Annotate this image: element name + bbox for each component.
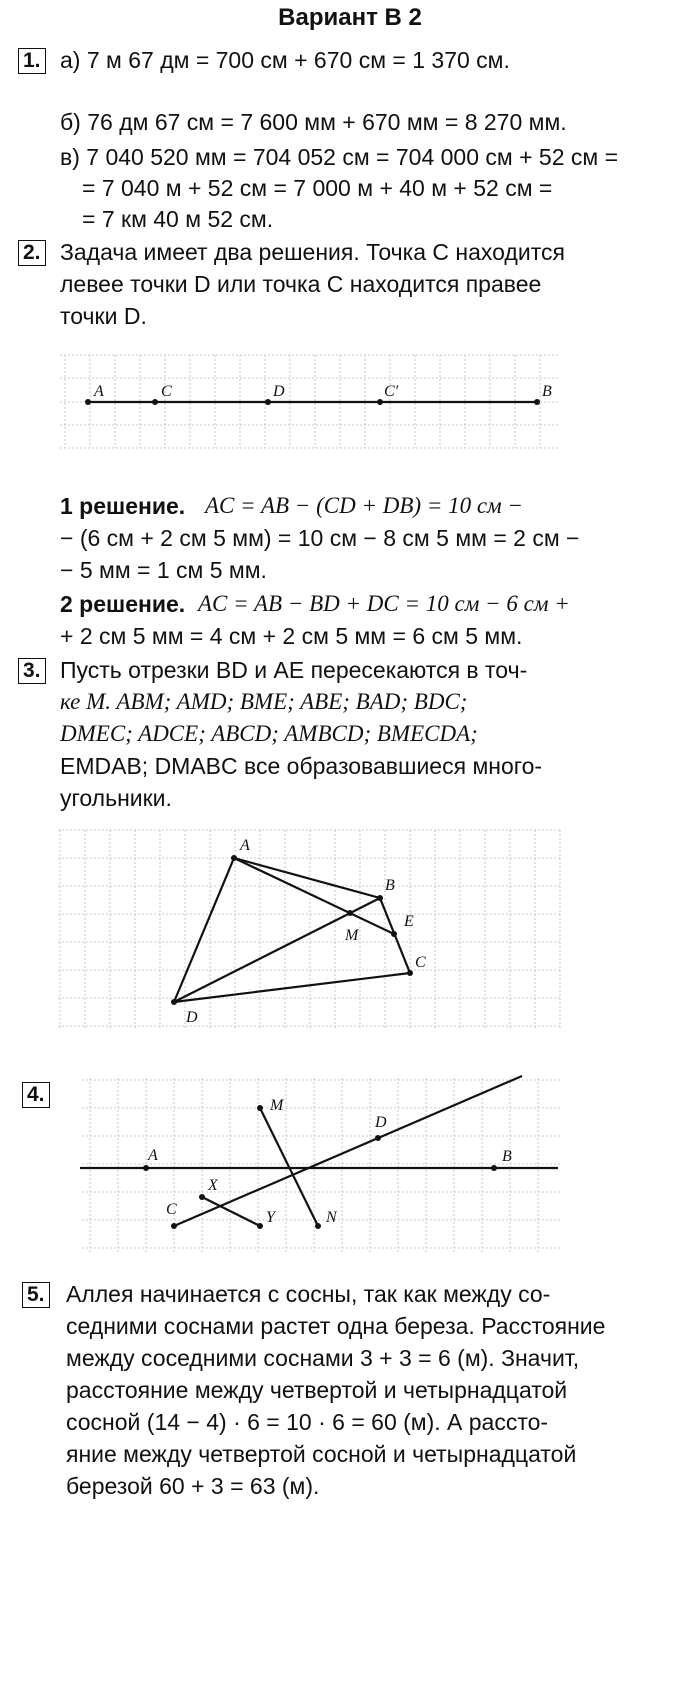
problem-5-number: 5. — [22, 1282, 50, 1308]
label-e: E — [404, 913, 414, 930]
label-c: C — [161, 383, 172, 400]
problem-3-line5: угольники. — [60, 785, 172, 811]
label-d: D — [273, 383, 285, 400]
problem-2-number: 2. — [18, 240, 46, 266]
problem-5-line1: Аллея начинается с сосны, так как между со- — [66, 1281, 551, 1307]
problem-3-number: 3. — [18, 658, 46, 684]
solution-2-heading: 2 решение. — [60, 591, 186, 617]
problem-1-part-b: б) 76 дм 67 см = 7 600 мм + 670 мм = 8 270 мм. — [60, 109, 567, 135]
problem-2-line1: Задача имеет два решения. Точка C находится — [60, 239, 565, 265]
point-d — [265, 399, 271, 405]
label-b: B — [385, 877, 395, 894]
point-d — [375, 1135, 381, 1141]
point-a — [85, 399, 91, 405]
point-d — [171, 999, 177, 1005]
side-da — [174, 858, 234, 1002]
problem-4-number: 4. — [22, 1082, 50, 1108]
point-c — [152, 399, 158, 405]
solution-2-line1: AC = AB − BD + DC = 10 см − 6 см + — [198, 591, 570, 616]
solution-1-line3: − 5 мм = 1 см 5 мм. — [60, 557, 267, 583]
label-d: D — [186, 1009, 198, 1026]
grid-4 — [82, 1078, 560, 1252]
label-x: X — [208, 1177, 218, 1194]
label-c: C — [415, 954, 426, 971]
side-cd — [174, 973, 410, 1002]
label-a: A — [94, 383, 104, 400]
grid-2 — [60, 355, 560, 448]
label-m: M — [270, 1097, 284, 1114]
problem-5-line4: расстояние между четвертой и четырнадцатой — [66, 1377, 568, 1403]
point-a — [143, 1165, 149, 1171]
problem-5-line3: между соседними соснами 3 + 3 = 6 (м). Значит, — [66, 1345, 580, 1371]
problem-3-line1: Пусть отрезки BD и AE пересекаются в точ- — [60, 657, 528, 683]
ray-cd — [174, 1076, 522, 1226]
solution-1-line1: AC = AB − (CD + DB) = 10 см − — [205, 493, 523, 518]
label-a: A — [148, 1147, 158, 1164]
point-x — [199, 1194, 205, 1200]
solution-1-line2: − (6 см + 2 см 5 мм) = 10 см − 8 см 5 мм = 2 см − — [60, 525, 580, 551]
point-a — [231, 855, 237, 861]
solution-2-line2: + 2 см 5 мм = 4 см + 2 см 5 мм = 6 см 5 мм. — [60, 623, 523, 649]
label-m: M — [345, 927, 359, 944]
problem-1-number: 1. — [18, 48, 46, 74]
problem-3-line3: DMEC; ADCE; ABCD; AMBCD; BMECDA; — [60, 721, 478, 746]
label-d: D — [375, 1114, 387, 1131]
point-m — [347, 910, 353, 916]
label-n: N — [326, 1209, 337, 1226]
segment-xy — [202, 1197, 260, 1226]
problem-5-line6: яние между четвертой сосной и четырнадцатой — [66, 1441, 577, 1467]
problem-2-line3: точки D. — [60, 303, 147, 329]
grid-3 — [58, 830, 560, 1030]
problem-1-part-c-line3: = 7 км 40 м 52 см. — [82, 206, 274, 232]
point-b — [534, 399, 540, 405]
problem-3-line2: ке M. ABM; AMD; BME; ABE; BAD; BDC; — [60, 689, 468, 714]
point-y — [257, 1223, 263, 1229]
point-b — [491, 1165, 497, 1171]
problem-1-part-a: а) 7 м 67 дм = 700 см + 670 см = 1 370 см. — [60, 47, 510, 73]
problem-2-line2: левее точки D или точка C находится правее — [60, 271, 542, 297]
solution-1-heading: 1 решение. — [60, 493, 186, 519]
label-c: C — [166, 1201, 177, 1218]
problem-5-line2: седними соснами растет одна береза. Расстояние — [66, 1313, 606, 1339]
problem-3-line4: EMDAB; DMABC все образовавшиеся много- — [60, 753, 543, 779]
problem-5-line5: сосной (14 − 4) · 6 = 10 · 6 = 60 (м). А рассто- — [66, 1409, 549, 1435]
point-n — [315, 1223, 321, 1229]
segment-mn — [260, 1108, 318, 1226]
point-b — [377, 895, 383, 901]
point-e — [391, 931, 397, 937]
label-b: B — [542, 383, 552, 400]
segment-bd — [174, 898, 380, 1002]
problem-1-part-c-line1: в) 7 040 520 мм = 704 052 см = 704 000 см + 52 см = — [60, 144, 619, 170]
point-c-prime — [377, 399, 383, 405]
point-c — [407, 970, 413, 976]
problem-1-part-c-line2: = 7 040 м + 52 см = 7 000 м + 40 м + 52 см = — [82, 175, 553, 201]
side-bc — [380, 898, 410, 973]
problem-5-line7: березой 60 + 3 = 63 (м). — [66, 1473, 320, 1499]
point-c — [171, 1223, 177, 1229]
point-m — [257, 1105, 263, 1111]
segment-ae — [234, 858, 394, 934]
label-y: Y — [266, 1209, 275, 1226]
side-ab — [234, 858, 380, 898]
label-c-prime: C′ — [384, 383, 399, 400]
page-title: Вариант В 2 — [278, 4, 422, 31]
label-a: A — [240, 837, 250, 854]
label-b: B — [502, 1148, 512, 1165]
